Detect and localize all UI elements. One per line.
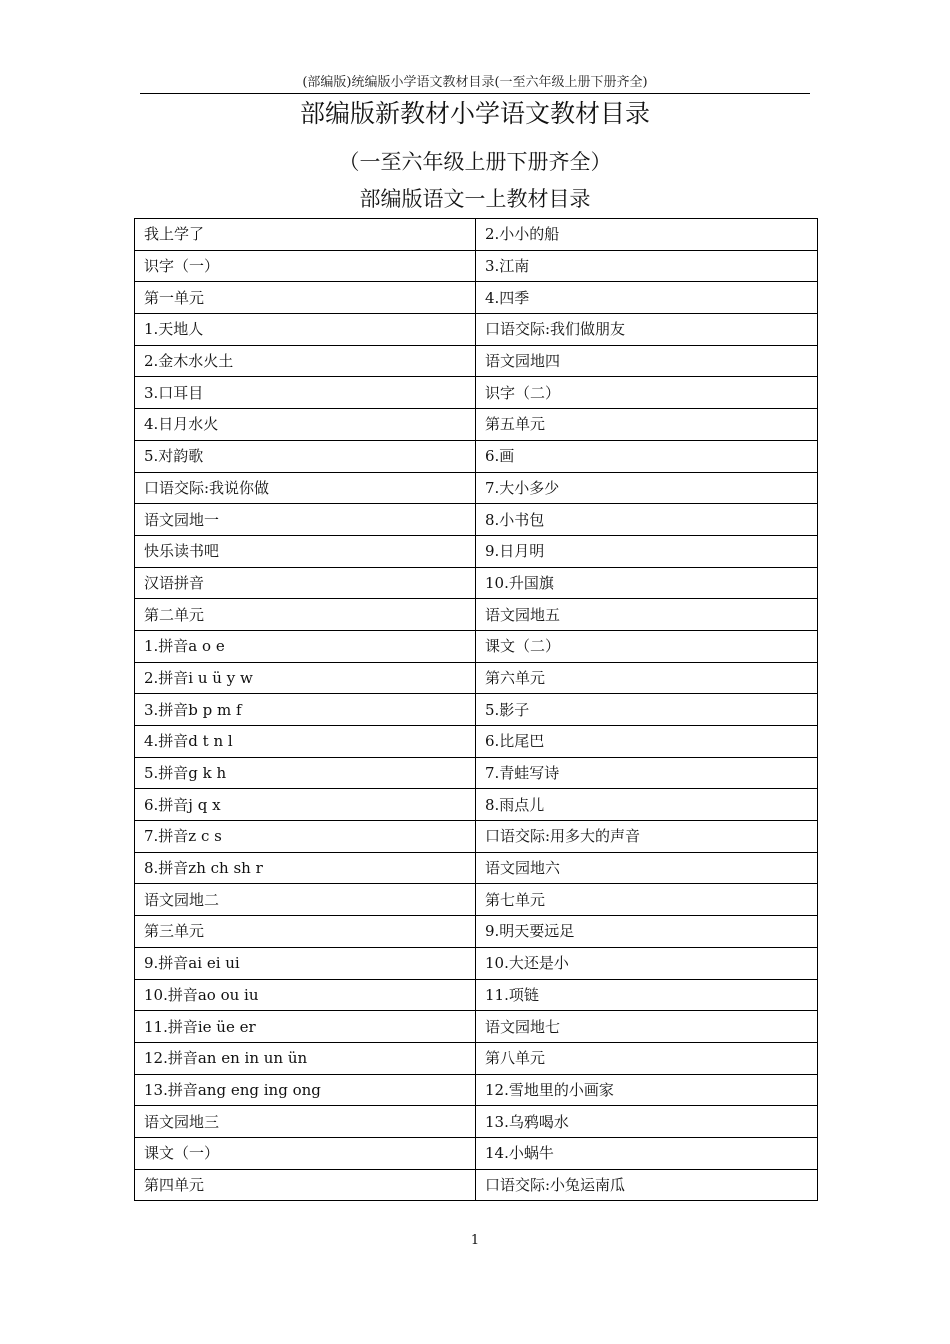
- table-row: [135, 250, 818, 282]
- table-row: [135, 789, 818, 821]
- toc-cell-left: 3.拼音b p m f: [135, 694, 476, 726]
- toc-cell-left: 7.拼音z c s: [135, 821, 476, 853]
- section-title: 部编版语文一上教材目录: [359, 187, 591, 211]
- table-row: [135, 440, 818, 472]
- toc-cell-right: 12.雪地里的小画家: [476, 1074, 818, 1106]
- toc-cell-left: 识字（一）: [135, 250, 476, 282]
- table-row: [135, 1137, 818, 1169]
- table-row: [135, 694, 818, 726]
- toc-cell-left: 语文园地三: [135, 1106, 476, 1138]
- toc-cell-left: 13.拼音ang eng ing ong: [135, 1074, 476, 1106]
- toc-cell-left: 12.拼音an en in un ün: [135, 1042, 476, 1074]
- table-row: [135, 1042, 818, 1074]
- toc-cell-right: 语文园地六: [476, 852, 818, 884]
- toc-cell-left: 第二单元: [135, 599, 476, 631]
- toc-cell-left: 10.拼音ao ou iu: [135, 979, 476, 1011]
- toc-cell-left: 2.金木水火土: [135, 345, 476, 377]
- toc-cell-right: 13.乌鸦喝水: [476, 1106, 818, 1138]
- table-row: [135, 219, 818, 251]
- toc-cell-right: 8.雨点儿: [476, 789, 818, 821]
- toc-cell-left: 3.口耳目: [135, 377, 476, 409]
- toc-cell-left: 1.天地人: [135, 314, 476, 346]
- table-row: [135, 535, 818, 567]
- toc-cell-left: 第一单元: [135, 282, 476, 314]
- table-row: [135, 630, 818, 662]
- table-row: [135, 567, 818, 599]
- page-number: 1: [470, 1233, 480, 1248]
- toc-cell-left: 第四单元: [135, 1169, 476, 1201]
- toc-cell-left: 8.拼音zh ch sh r: [135, 852, 476, 884]
- toc-table: [134, 218, 818, 1201]
- table-row: [135, 884, 818, 916]
- toc-cell-right: 口语交际:用多大的声音: [476, 821, 818, 853]
- toc-cell-left: 口语交际:我说你做: [135, 472, 476, 504]
- toc-cell-left: 2.拼音i u ü y w: [135, 662, 476, 694]
- toc-cell-right: 9.明天要远足: [476, 916, 818, 948]
- table-row: [135, 282, 818, 314]
- toc-cell-left: 4.拼音d t n l: [135, 726, 476, 758]
- toc-cell-left: 第三单元: [135, 916, 476, 948]
- toc-cell-left: 快乐读书吧: [135, 535, 476, 567]
- toc-cell-left: 5.对韵歌: [135, 440, 476, 472]
- toc-cell-right: 口语交际:小兔运南瓜: [476, 1169, 818, 1201]
- table-row: [135, 504, 818, 536]
- toc-cell-right: 6.画: [476, 440, 818, 472]
- toc-cell-left: 我上学了: [135, 219, 476, 251]
- document-subtitle: （一至六年级上册下册齐全）: [338, 150, 612, 174]
- toc-cell-left: 9.拼音ai ei ui: [135, 947, 476, 979]
- toc-cell-left: 语文园地一: [135, 504, 476, 536]
- toc-cell-left: 6.拼音j q x: [135, 789, 476, 821]
- toc-cell-right: 7.青蛙写诗: [476, 757, 818, 789]
- table-row: [135, 1011, 818, 1043]
- document-title: 部编版新教材小学语文教材目录: [299, 99, 650, 128]
- toc-cell-left: 1.拼音a o e: [135, 630, 476, 662]
- toc-cell-right: 第八单元: [476, 1042, 818, 1074]
- table-row: [135, 409, 818, 441]
- toc-cell-right: 语文园地五: [476, 599, 818, 631]
- toc-cell-right: 第七单元: [476, 884, 818, 916]
- toc-cell-right: 语文园地四: [476, 345, 818, 377]
- table-row: [135, 979, 818, 1011]
- table-row: [135, 314, 818, 346]
- table-row: [135, 916, 818, 948]
- toc-cell-right: 2.小小的船: [476, 219, 818, 251]
- toc-cell-right: 4.四季: [476, 282, 818, 314]
- table-row: [135, 1169, 818, 1201]
- table-row: [135, 852, 818, 884]
- table-row: [135, 377, 818, 409]
- toc-cell-left: 11.拼音ie üe er: [135, 1011, 476, 1043]
- toc-cell-right: 3.江南: [476, 250, 818, 282]
- toc-cell-right: 6.比尾巴: [476, 726, 818, 758]
- table-row: [135, 472, 818, 504]
- toc-cell-right: 第六单元: [476, 662, 818, 694]
- toc-cell-right: 10.升国旗: [476, 567, 818, 599]
- table-row: [135, 345, 818, 377]
- toc-cell-right: 语文园地七: [476, 1011, 818, 1043]
- toc-cell-right: 14.小蜗牛: [476, 1137, 818, 1169]
- toc-cell-left: 课文（一）: [135, 1137, 476, 1169]
- toc-cell-right: 9.日月明: [476, 535, 818, 567]
- toc-cell-left: 5.拼音g k h: [135, 757, 476, 789]
- table-row: [135, 947, 818, 979]
- table-row: [135, 599, 818, 631]
- toc-cell-right: 识字（二）: [476, 377, 818, 409]
- toc-cell-right: 11.项链: [476, 979, 818, 1011]
- table-row: [135, 1074, 818, 1106]
- toc-cell-left: 汉语拼音: [135, 567, 476, 599]
- toc-cell-right: 课文（二）: [476, 630, 818, 662]
- toc-cell-right: 5.影子: [476, 694, 818, 726]
- toc-cell-right: 第五单元: [476, 409, 818, 441]
- toc-cell-left: 4.日月水火: [135, 409, 476, 441]
- toc-cell-left: 语文园地二: [135, 884, 476, 916]
- toc-cell-right: 口语交际:我们做朋友: [476, 314, 818, 346]
- running-header: (部编版)统编版小学语文教材目录(一至六年级上册下册齐全): [302, 75, 648, 90]
- table-row: [135, 1106, 818, 1138]
- table-row: [135, 662, 818, 694]
- toc-cell-right: 8.小书包: [476, 504, 818, 536]
- toc-table-body: [135, 219, 818, 1201]
- header-rule: [140, 93, 810, 94]
- table-row: [135, 726, 818, 758]
- table-row: [135, 757, 818, 789]
- toc-cell-right: 10.大还是小: [476, 947, 818, 979]
- toc-cell-right: 7.大小多少: [476, 472, 818, 504]
- table-row: [135, 821, 818, 853]
